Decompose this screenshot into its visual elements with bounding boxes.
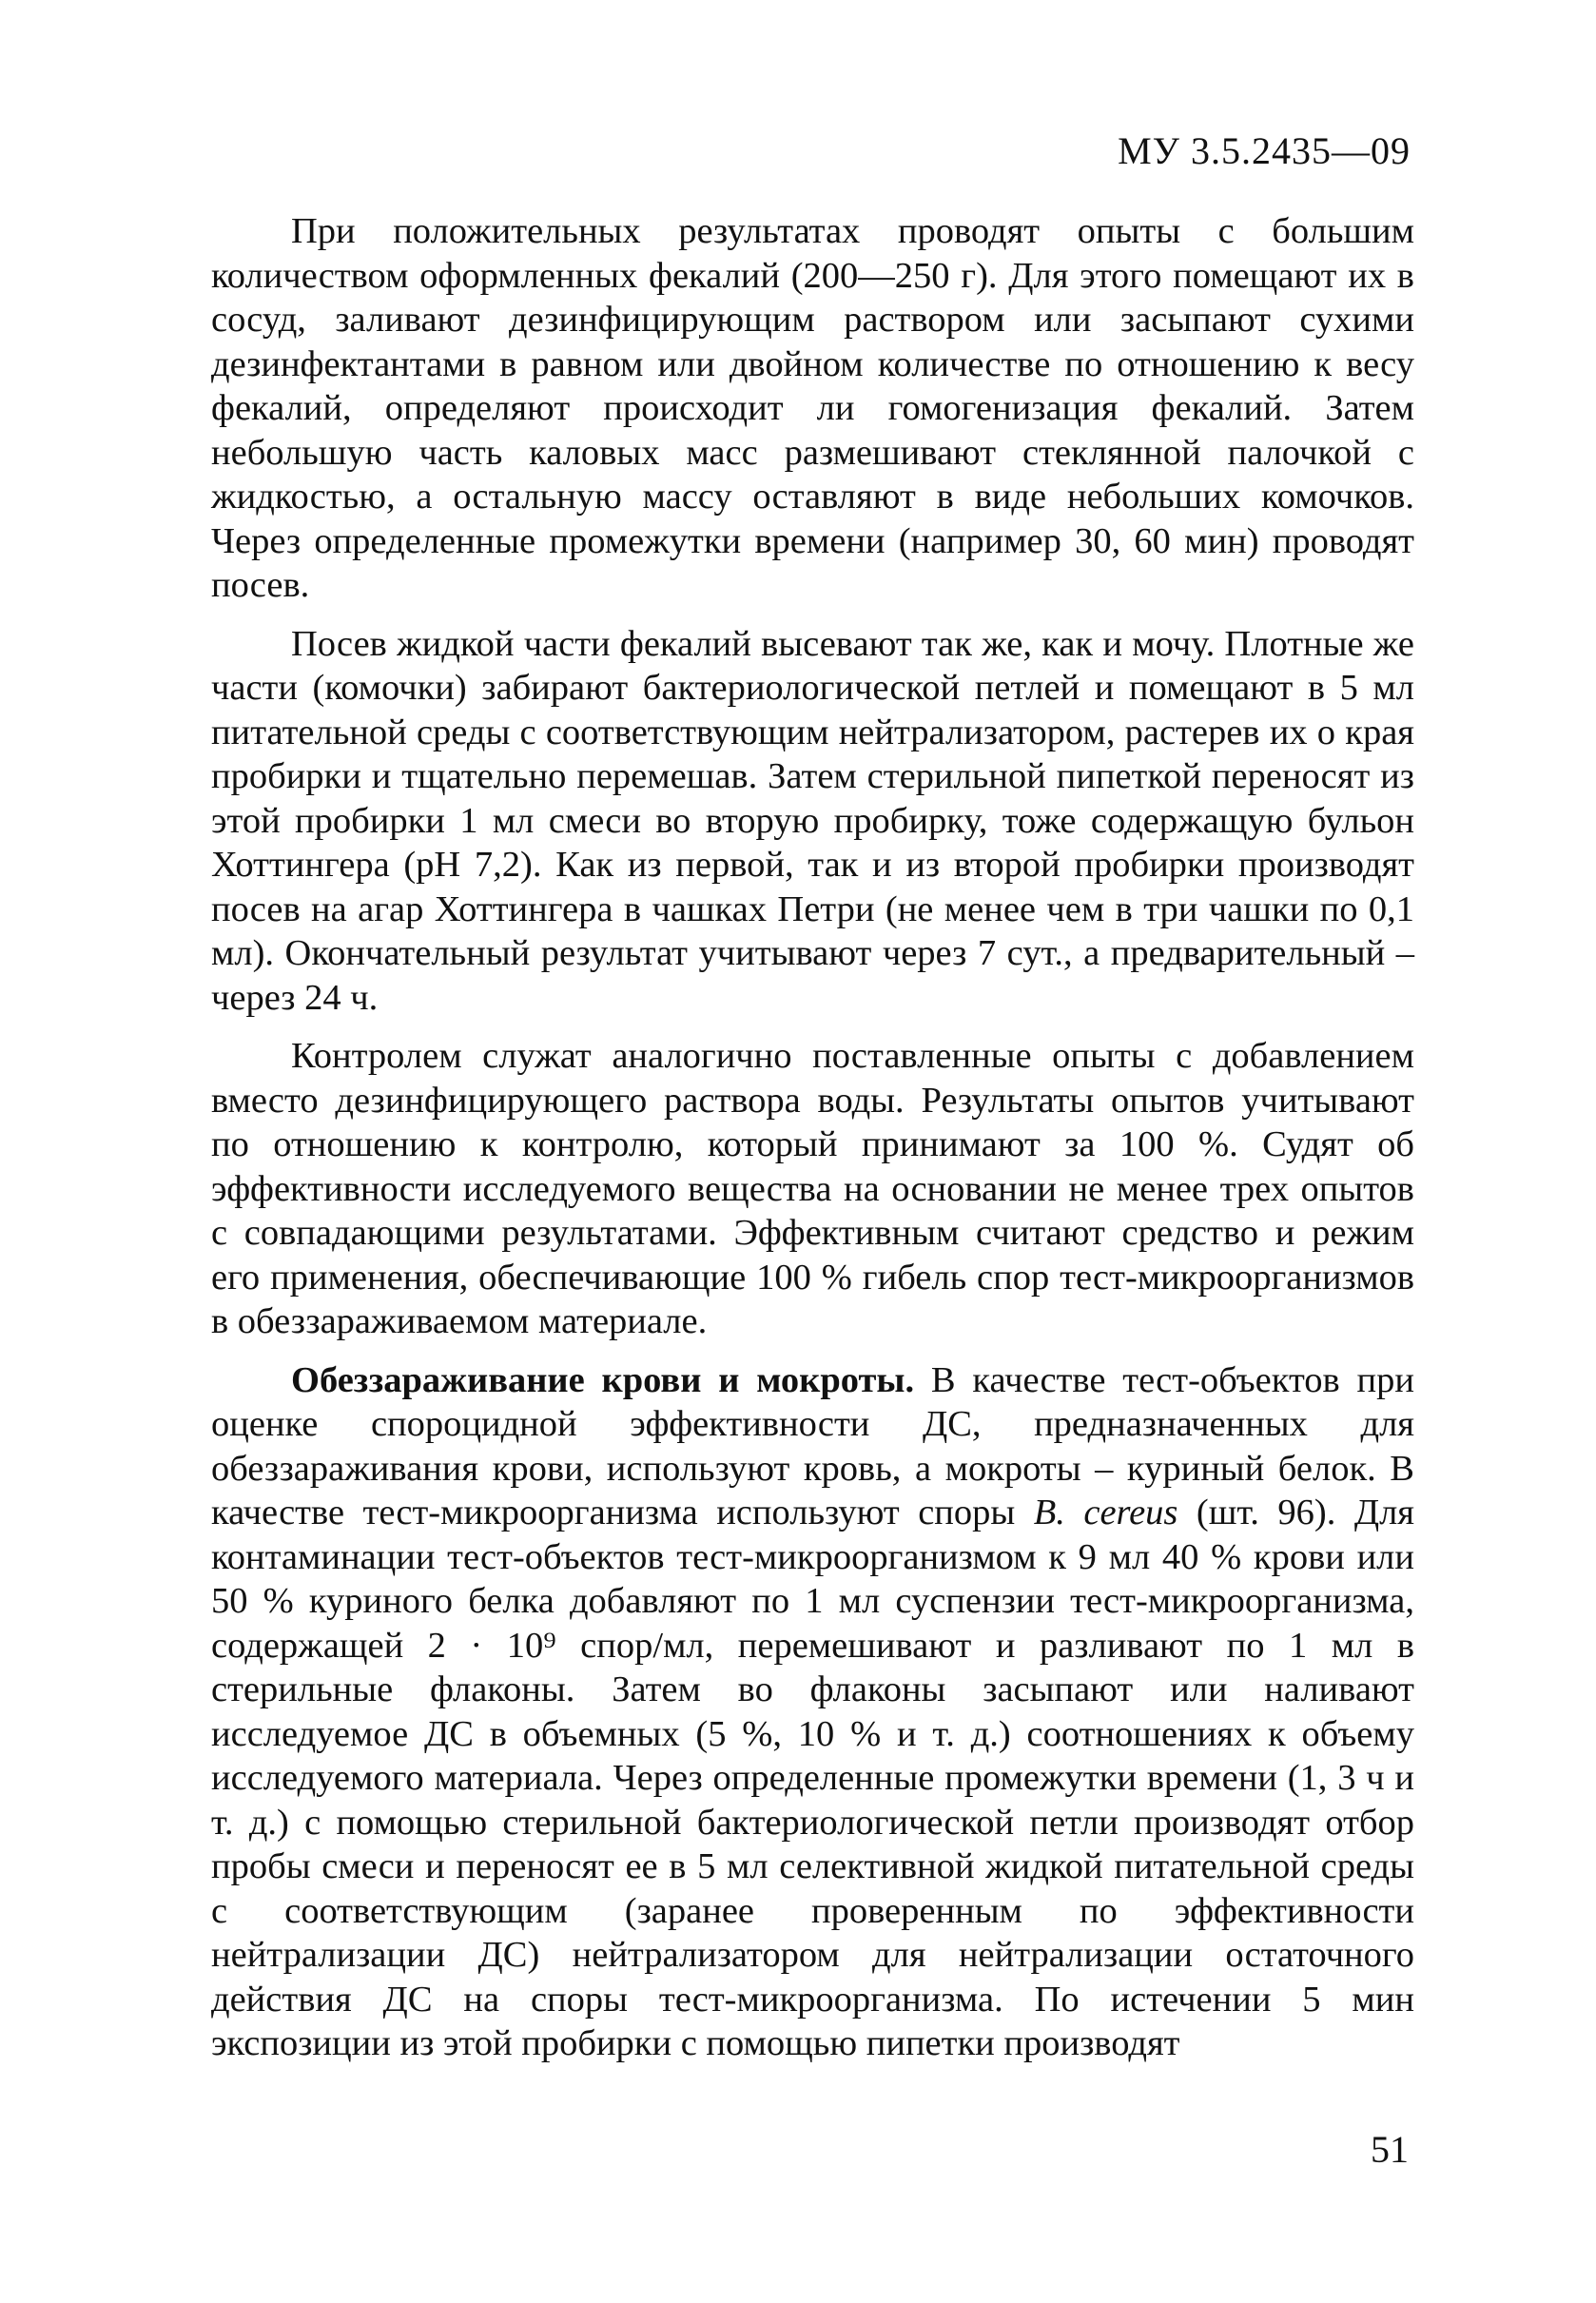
document-body [211, 209, 1414, 2080]
document-code-header: МУ 3.5.2435—09 [1118, 129, 1411, 172]
paragraph-text-part-a: В качестве тест-объектов при оценке спороцидной эффективности ДС, предназначенных для обеззараживания крови, используют кровь, а мокроты – куриный белок. В качестве тест-микроорганизма используют споры [211, 1359, 1414, 1532]
paragraph-control-experiments: Контролем служат аналогично поставленные опыты с добавлением вместо дезинфицирующего раствора воды. Результаты опытов учитывают по отношению к контролю, который принимают за 100 %. Судят об эффективности исследуемого вещества на основании не менее трех опытов с совпадающими результатами. Эффективным считают средство и режим его применения, обеспечивающие 100 % гибель спор тест-микроорганизмов в обеззараживаемом материале. [211, 1036, 1414, 1341]
page-number: 51 [1371, 2128, 1409, 2171]
paragraph-text-part-b: (шт. 96). Для контаминации тест-объектов тест-микроорганизмом к 9 мл 40 % крови или 50 % куриного белка добавляют по 1 мл суспензии тест-микроорганизма, содержащей 2 · 10⁹ спор/мл, перемешивают и разливают по 1 мл в стерильные флаконы. Затем во флаконы засыпают или наливают исследуемое ДС в объемных (5 %, 10 % и т. д.) соотношениях к объему исследуемого материала. Через определенные промежутки времени (1, 3 ч и т. д.) с помощью стерильной бактериологической петли производят отбор пробы смеси и переносят ее в 5 мл селективной жидкой питательной среды с соответствующим (заранее проверенным по эффективности нейтрализации ДС) нейтрализатором для нейтрализации остаточного действия ДС на споры тест-микроорганизма. По истечении 5 мин экспозиции из этой пробирки с помощью пипетки производят [211, 1493, 1414, 2063]
section-heading-blood-sputum: Обеззараживание крови и мокроты. [291, 1359, 915, 1400]
paragraph-blood-sputum-disinfection [211, 1358, 1414, 2066]
paragraph-feces-experiments: При положительных результатах проводят опыты с большим количеством оформленных фекалий (200—250 г). Для этого помещают их в сосуд, заливают дезинфицирующим раствором или засыпают сухими дезинфектантами в равном или двойном количестве по отношению к весу фекалий, определяют происходит ли гомогенизация фекалий. Затем небольшую часть каловых масс размешивают стеклянной палочкой с жидкостью, а остальную массу оставляют в виде небольших комочков. Через определенные промежутки времени (например 30, 60 мин) проводят посев. [211, 211, 1414, 605]
paragraph-seeding-procedure: Посев жидкой части фекалий высевают так же, как и мочу. Плотные же части (комочки) забирают бактериологической петлей и помещают в 5 мл питательной среды с соответствующим нейтрализатором, растерев их о края пробирки и тщательно перемешав. Затем стерильной пипеткой переносят из этой пробирки 1 мл смеси во вторую пробирку, тоже содержащую бульон Хоттингера (рН 7,2). Как из первой, так и из второй пробирки производят посев на агар Хоттингера в чашках Петри (не менее чем в три чашки по 0,1 мл). Окончательный результат учитывают через 7 сут., а предварительный – через 24 ч. [211, 623, 1414, 1018]
species-name: B. cereus [1033, 1493, 1178, 1532]
